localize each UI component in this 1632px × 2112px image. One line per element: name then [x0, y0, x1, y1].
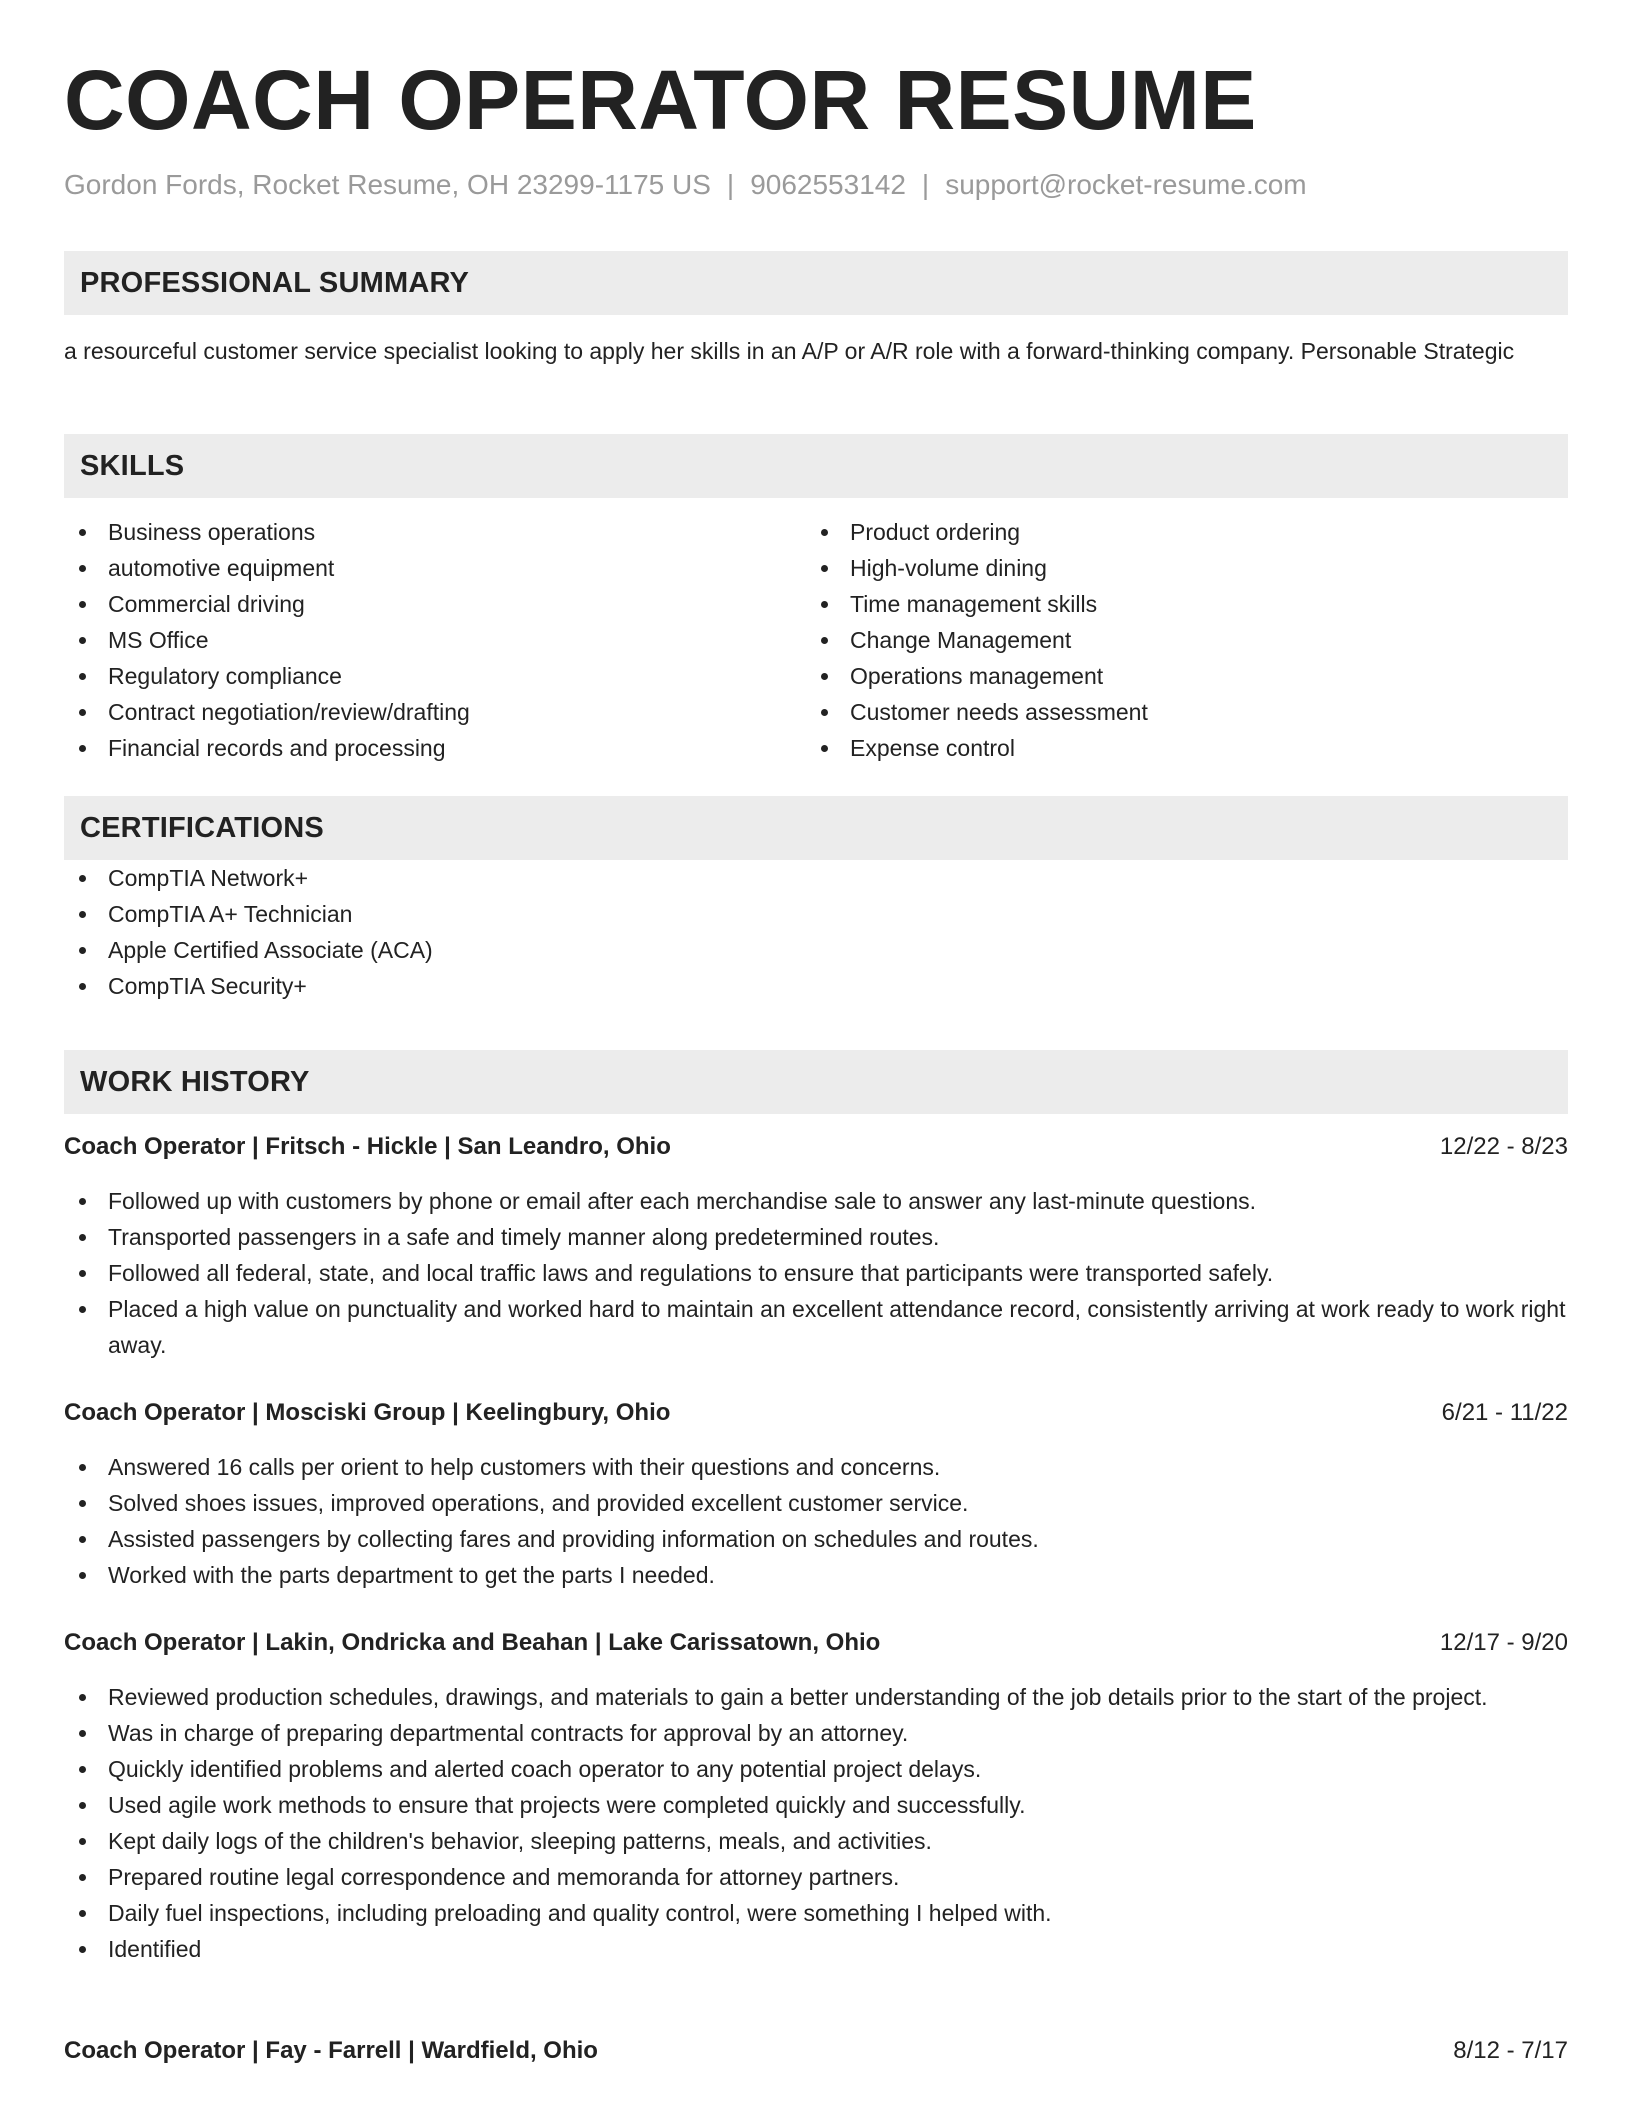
contact-separator: |	[921, 169, 930, 200]
job-bullets	[64, 1449, 1568, 1593]
skills-columns	[64, 514, 1568, 766]
skills-section	[64, 434, 1568, 766]
job-header	[64, 1129, 1568, 1165]
job-entry	[64, 1625, 1568, 1967]
summary-section	[64, 251, 1568, 369]
skill-item: MS Office	[64, 622, 806, 658]
job-bullet: Quickly identified problems and alerted coach operator to any potential project delays.	[64, 1751, 1568, 1787]
certifications-section	[64, 796, 1568, 1004]
skills-column-left	[64, 514, 806, 766]
contact-line	[64, 168, 1307, 202]
skills-column-right	[806, 514, 1548, 766]
job-bullet: Kept daily logs of the children's behavior, sleeping patterns, meals, and activities.	[64, 1823, 1568, 1859]
job-bullet: Identified	[64, 1931, 1568, 1967]
certifications-list	[64, 860, 1568, 1004]
certification-item: CompTIA Network+	[64, 860, 1568, 896]
contact-email: support@rocket-resume.com	[945, 169, 1307, 200]
skill-item: Regulatory compliance	[64, 658, 806, 694]
skills-heading: SKILLS	[64, 434, 1568, 498]
job-bullet: Transported passengers in a safe and timely manner along predetermined routes.	[64, 1219, 1568, 1255]
job-title: Coach Operator | Lakin, Ondricka and Beahan | Lake Carissatown, Ohio	[64, 1629, 881, 1656]
job-header	[64, 2033, 1568, 2069]
job-bullet: Prepared routine legal correspondence and memoranda for attorney partners.	[64, 1859, 1568, 1895]
skill-item: High-volume dining	[806, 550, 1548, 586]
job-header	[64, 1395, 1568, 1431]
job-bullet: Used agile work methods to ensure that projects were completed quickly and successfully.	[64, 1787, 1568, 1823]
job-bullet: Daily fuel inspections, including preloading and quality control, were something I helped with.	[64, 1895, 1568, 1931]
page-title: COACH OPERATOR RESUME	[64, 53, 1257, 147]
job-bullet: Reviewed production schedules, drawings, and materials to gain a better understanding of the job details prior to the start of the project.	[64, 1679, 1568, 1715]
skill-item: Operations management	[806, 658, 1548, 694]
skill-item: Change Management	[806, 622, 1548, 658]
job-title: Coach Operator | Mosciski Group | Keelingbury, Ohio	[64, 1399, 671, 1426]
job-bullets	[64, 1183, 1568, 1363]
job-title: Coach Operator | Fritsch - Hickle | San Leandro, Ohio	[64, 1133, 671, 1160]
contact-address: Gordon Fords, Rocket Resume, OH 23299-1175 US	[64, 169, 711, 200]
summary-text: a resourceful customer service specialist looking to apply her skills in an A/P or A/R role with a forward-thinking company. Personable Strategic	[64, 338, 1515, 364]
job-bullet: Assisted passengers by collecting fares and providing information on schedules and routes.	[64, 1521, 1568, 1557]
job-bullet: Followed all federal, state, and local traffic laws and regulations to ensure that participants were transported safely.	[64, 1255, 1568, 1291]
contact-separator: |	[726, 169, 735, 200]
job-entry	[64, 1129, 1568, 1363]
certifications-heading: CERTIFICATIONS	[64, 796, 1568, 860]
skill-item: Business operations	[64, 514, 806, 550]
job-bullet: Was in charge of preparing departmental contracts for approval by an attorney.	[64, 1715, 1568, 1751]
skill-item: automotive equipment	[64, 550, 806, 586]
job-bullet: Worked with the parts department to get the parts I needed.	[64, 1557, 1568, 1593]
skill-item: Expense control	[806, 730, 1548, 766]
skill-item: Financial records and processing	[64, 730, 806, 766]
job-bullet: Followed up with customers by phone or email after each merchandise sale to answer any last-minute questions.	[64, 1183, 1568, 1219]
job-bullet: Solved shoes issues, improved operations, and provided excellent customer service.	[64, 1485, 1568, 1521]
certification-item: CompTIA A+ Technician	[64, 896, 1568, 932]
job-bullet: Answered 16 calls per orient to help customers with their questions and concerns.	[64, 1449, 1568, 1485]
summary-heading: PROFESSIONAL SUMMARY	[64, 251, 1568, 315]
job-dates: 8/12 - 7/17	[1453, 2037, 1568, 2064]
contact-phone: 9062553142	[750, 169, 906, 200]
skill-item: Product ordering	[806, 514, 1548, 550]
certification-item: Apple Certified Associate (ACA)	[64, 932, 1568, 968]
job-bullets	[64, 1679, 1568, 1967]
work-history-section	[64, 1050, 1568, 1114]
job-entry	[64, 1395, 1568, 1593]
job-dates: 12/22 - 8/23	[1439, 1133, 1568, 1160]
skill-item: Contract negotiation/review/drafting	[64, 694, 806, 730]
skill-item: Customer needs assessment	[806, 694, 1548, 730]
skill-item: Commercial driving	[64, 586, 806, 622]
skill-item: Time management skills	[806, 586, 1548, 622]
job-dates: 12/17 - 9/20	[1439, 1629, 1568, 1656]
job-header	[64, 1625, 1568, 1661]
job-bullet: Placed a high value on punctuality and worked hard to maintain an excellent attendance record, consistently arriving at work ready to work right away.	[64, 1291, 1568, 1363]
job-dates: 6/21 - 11/22	[1441, 1399, 1568, 1426]
work-history-heading: WORK HISTORY	[64, 1050, 1568, 1114]
certification-item: CompTIA Security+	[64, 968, 1568, 1004]
job-entry	[64, 2033, 1568, 2069]
job-title: Coach Operator | Fay - Farrell | Wardfield, Ohio	[64, 2037, 598, 2064]
